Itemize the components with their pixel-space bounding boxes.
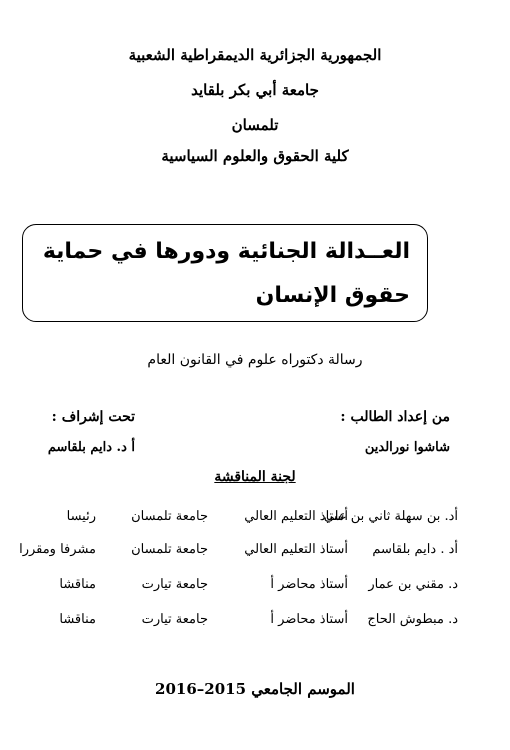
faculty-name: كلية الحقوق والعلوم السياسية bbox=[161, 147, 349, 165]
supervised-by-label: تحت إشراف : bbox=[51, 409, 135, 425]
member-role: مناقشا bbox=[59, 577, 96, 592]
member-role: مناقشا bbox=[59, 612, 96, 627]
committee-row bbox=[0, 542, 510, 562]
member-university: جامعة تلمسان bbox=[131, 509, 208, 524]
member-rank: أستاذ محاضر أ bbox=[270, 577, 348, 592]
republic-header: الجمهورية الجزائرية الديمقراطية الشعبية bbox=[128, 46, 382, 64]
city-name: تلمسان bbox=[231, 116, 279, 134]
member-rank: أستاذ محاضر أ bbox=[270, 612, 348, 627]
committee-row bbox=[0, 509, 510, 529]
student-name: شاشوا نورالدين bbox=[364, 440, 450, 455]
committee-title bbox=[0, 469, 510, 485]
member-name: أد . دايم بلقاسم bbox=[372, 542, 458, 557]
committee-row bbox=[0, 612, 510, 632]
prepared-by-label: من إعداد الطالب : bbox=[340, 409, 450, 425]
academic-year: الموسم الجامعي 2015–2016 bbox=[155, 680, 355, 698]
thesis-title: العــدالة الجنائية ودورها في حماية حقوق الإنسان bbox=[42, 239, 410, 308]
member-rank: أستاذ التعليم العالي bbox=[244, 542, 348, 557]
member-rank: أستاذ التعليم العالي bbox=[244, 509, 348, 524]
member-university: جامعة تيارت bbox=[141, 612, 208, 627]
member-university: جامعة تيارت bbox=[141, 577, 208, 592]
member-name: أد. بن سهلة ثاني بن علي bbox=[323, 509, 458, 524]
committee-row bbox=[0, 577, 510, 597]
member-name: د. مقني بن عمار bbox=[368, 577, 458, 592]
member-role: رئيسا bbox=[66, 509, 96, 524]
member-university: جامعة تلمسان bbox=[131, 542, 208, 557]
member-role: مشرفا ومقررا bbox=[19, 542, 96, 557]
member-name: د. مبطوش الحاج bbox=[367, 612, 458, 627]
thesis-subtitle: رسالة دكتوراه علوم في القانون العام bbox=[147, 352, 363, 368]
university-name: جامعة أبي بكر بلقايد bbox=[191, 81, 319, 99]
supervisor-name: أ د. دايم بلقاسم bbox=[47, 440, 135, 455]
committee-title-text: لجنة المناقشة bbox=[214, 469, 296, 485]
